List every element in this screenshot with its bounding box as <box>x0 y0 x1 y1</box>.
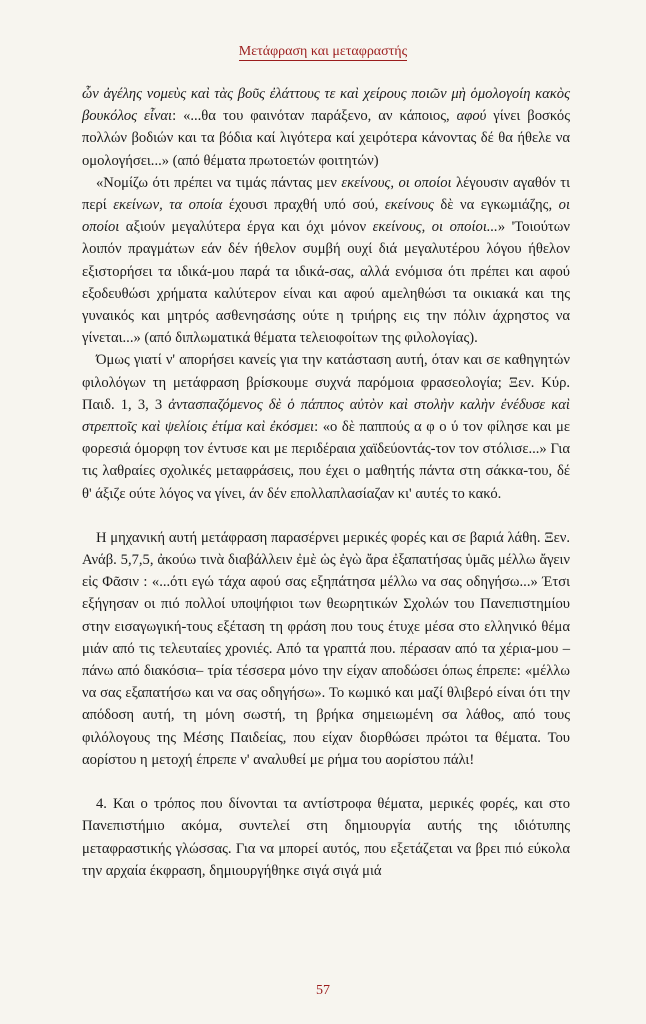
greek-quote: ὧν ἀγέλης νομεὺς καὶ τὰς βοῦς ἐλάττους τε καὶ χείρους ποιῶν μὴ ὁμολογοίη κακὸς βουκόλος εἶναι <box>82 86 570 125</box>
paragraph-1: ὧν ἀγέλης νομεὺς καὶ τὰς βοῦς ἐλάττους τε καὶ χείρους ποιῶν μὴ ὁμολογοίη κακὸς βουκόλος εἶναι: «...θα του φαινόταν παράξενο, αν κάποιος, αφού γίνει βοσκός πολλών βοδιών και τα βόδια καί λιγότερα καί χειρότερα κάνοντας δέ θα ήθελε να ομολογήσει...» (από θέματα πρωτοετών φοιτητών) <box>82 86 570 169</box>
paragraph-3: Όμως γιατί ν' απορήσει κανείς για την κατάσταση αυτή, όταν και σε καθηγητών φιλολόγων τη μετάφραση βρίσκουμε συχνά παρόμοια φρασεολογία; Ξεν. Κύρ. Παιδ. 1, 3, 3 ἀντασπαζόμενος δὲ ὁ πάππος αὐτὸν καὶ στολὴν καλὴν ἐνέδυσε καὶ στρεπτοῖς καὶ ψελίοις ἐτίμα καὶ ἐκόσμει: «ο δὲ παππούς α φ ο ύ τον φίλησε και με φορεσιά όμορφη τον έντυσε και με περιδέραια χαϊδεύοντάς-τον τον στόλισε...» Για τις λαθραίες σχολικές μεταφράσεις, που έχει ο μαθητής πάντα στη σάκκα-του, δέ θ' άξιζε ούτε λόγος να γίνει, άν δέν επολλαπλασίαζαν κι' αυτές το κακό. <box>82 352 570 502</box>
body-text <box>82 83 570 882</box>
paragraph-2: «Νομίζω ότι πρέπει να τιμάς πάντας μεν εκείνους, οι οποίοι λέγουσιν αγαθόν τι περί εκείνων, τα οποία έχουσι πραχθή υπό σού, εκείνους δὲ να εγκωμιάζης, οι οποίοι αξιούν μεγαλύτερα έργα και όχι μόνον εκείνους, οι οποίοι...» 'Τοιούτων λοιπόν πραγμάτων εάν δέν ήθελον συμβή ουχί διά μεγαλυτέρου λόγου ήθελον εξιστορήσει τα ιδικά-μου παρά τα ιδικά-σας, αλλά ενόμισα ότι πρέπει και αφού εξοδευθώσι χρήματα καλύτερον είναι και αφού αμεληθώσι τα οικιακά και της γυναικός και μητρός ασθενησάσης ούτε η τριήρης εις την πόλιν άχρηστος να γίνεται...» (από διπλωματικά θέματα τελειοφοίτων της φιλολογίας). <box>82 174 570 347</box>
greek-quote: ἀντασπαζόμενος δὲ ὁ πάππος αὐτὸν καὶ στολὴν καλὴν ἐνέδυσε καὶ στρεπτοῖς καὶ ψελίοις ἐτίμα καὶ ἐκόσμει <box>82 396 570 436</box>
running-head: Μετάφραση και μεταφραστής <box>238 44 408 59</box>
paragraph-4: Η μηχανική αυτή μετάφραση παρασέρνει μερικές φορές και σε βαριά λάθη. Ξεν. Ανάβ. 5,7,5, ἀκούω τινὰ διαβάλλειν ἐμὲ ὡς ἐγὼ ἄρα ἐξαπατήσας ὑμᾶς μέλλω ἄγειν εἰς Φᾶσιν : «...ότι εγώ τάχα αφού σας εξηπάτησα μέλλω να σας οδηγήσω...» Έτσι εξήγησαν οι πιό πολλοί υποψήφιοι των θεωρητικών Σχολών του Πανεπιστημίου στην εισαγωγική-τους εξέταση τη φράση που τους έτυχε μέσα στο ελληνικό θέμα μιάν από τις τελευταίες χρονιές. Από τα γραπτά που. πέρασαν από τα χέρια-μου –πάνω από διακόσια– τρία τέσσερα μόνο την είχαν αποδώσει όπως έπρεπε: «μέλλω να σας εξαπατήσω και να σας οδηγήσω». Το κωμικό και μαζί θλιβερό είναι ότι την απόδοση αυτή, τη μόνη σωστή, τη βρήκα σημειωμένη σα λάθος, από τους φιλόλογους της Μέσης Παιδείας, που είχαν διορθώσει πρώτοι τα θέματα. Του αορίστου η μετοχή έπρεπε ν' αναλυθεί με ρήμα του αορίστου πάλι! <box>82 529 570 768</box>
page-number: 57 <box>316 983 330 998</box>
paragraph-5: 4. Και ο τρόπος που δίνονται τα αντίστροφα θέματα, μερικές φορές, και στο Πανεπιστήμιο ακόμα, συντελεί στη δημιουργία αυτής της ιδιότυπης μεταφραστικής γλώσσας. Για να μπορεί αυτός, που εξετάζεται να βρει πιό εύκολα την αρχαία έκφραση, δημιουργήθηκε σιγά σιγά μιά <box>82 796 570 879</box>
